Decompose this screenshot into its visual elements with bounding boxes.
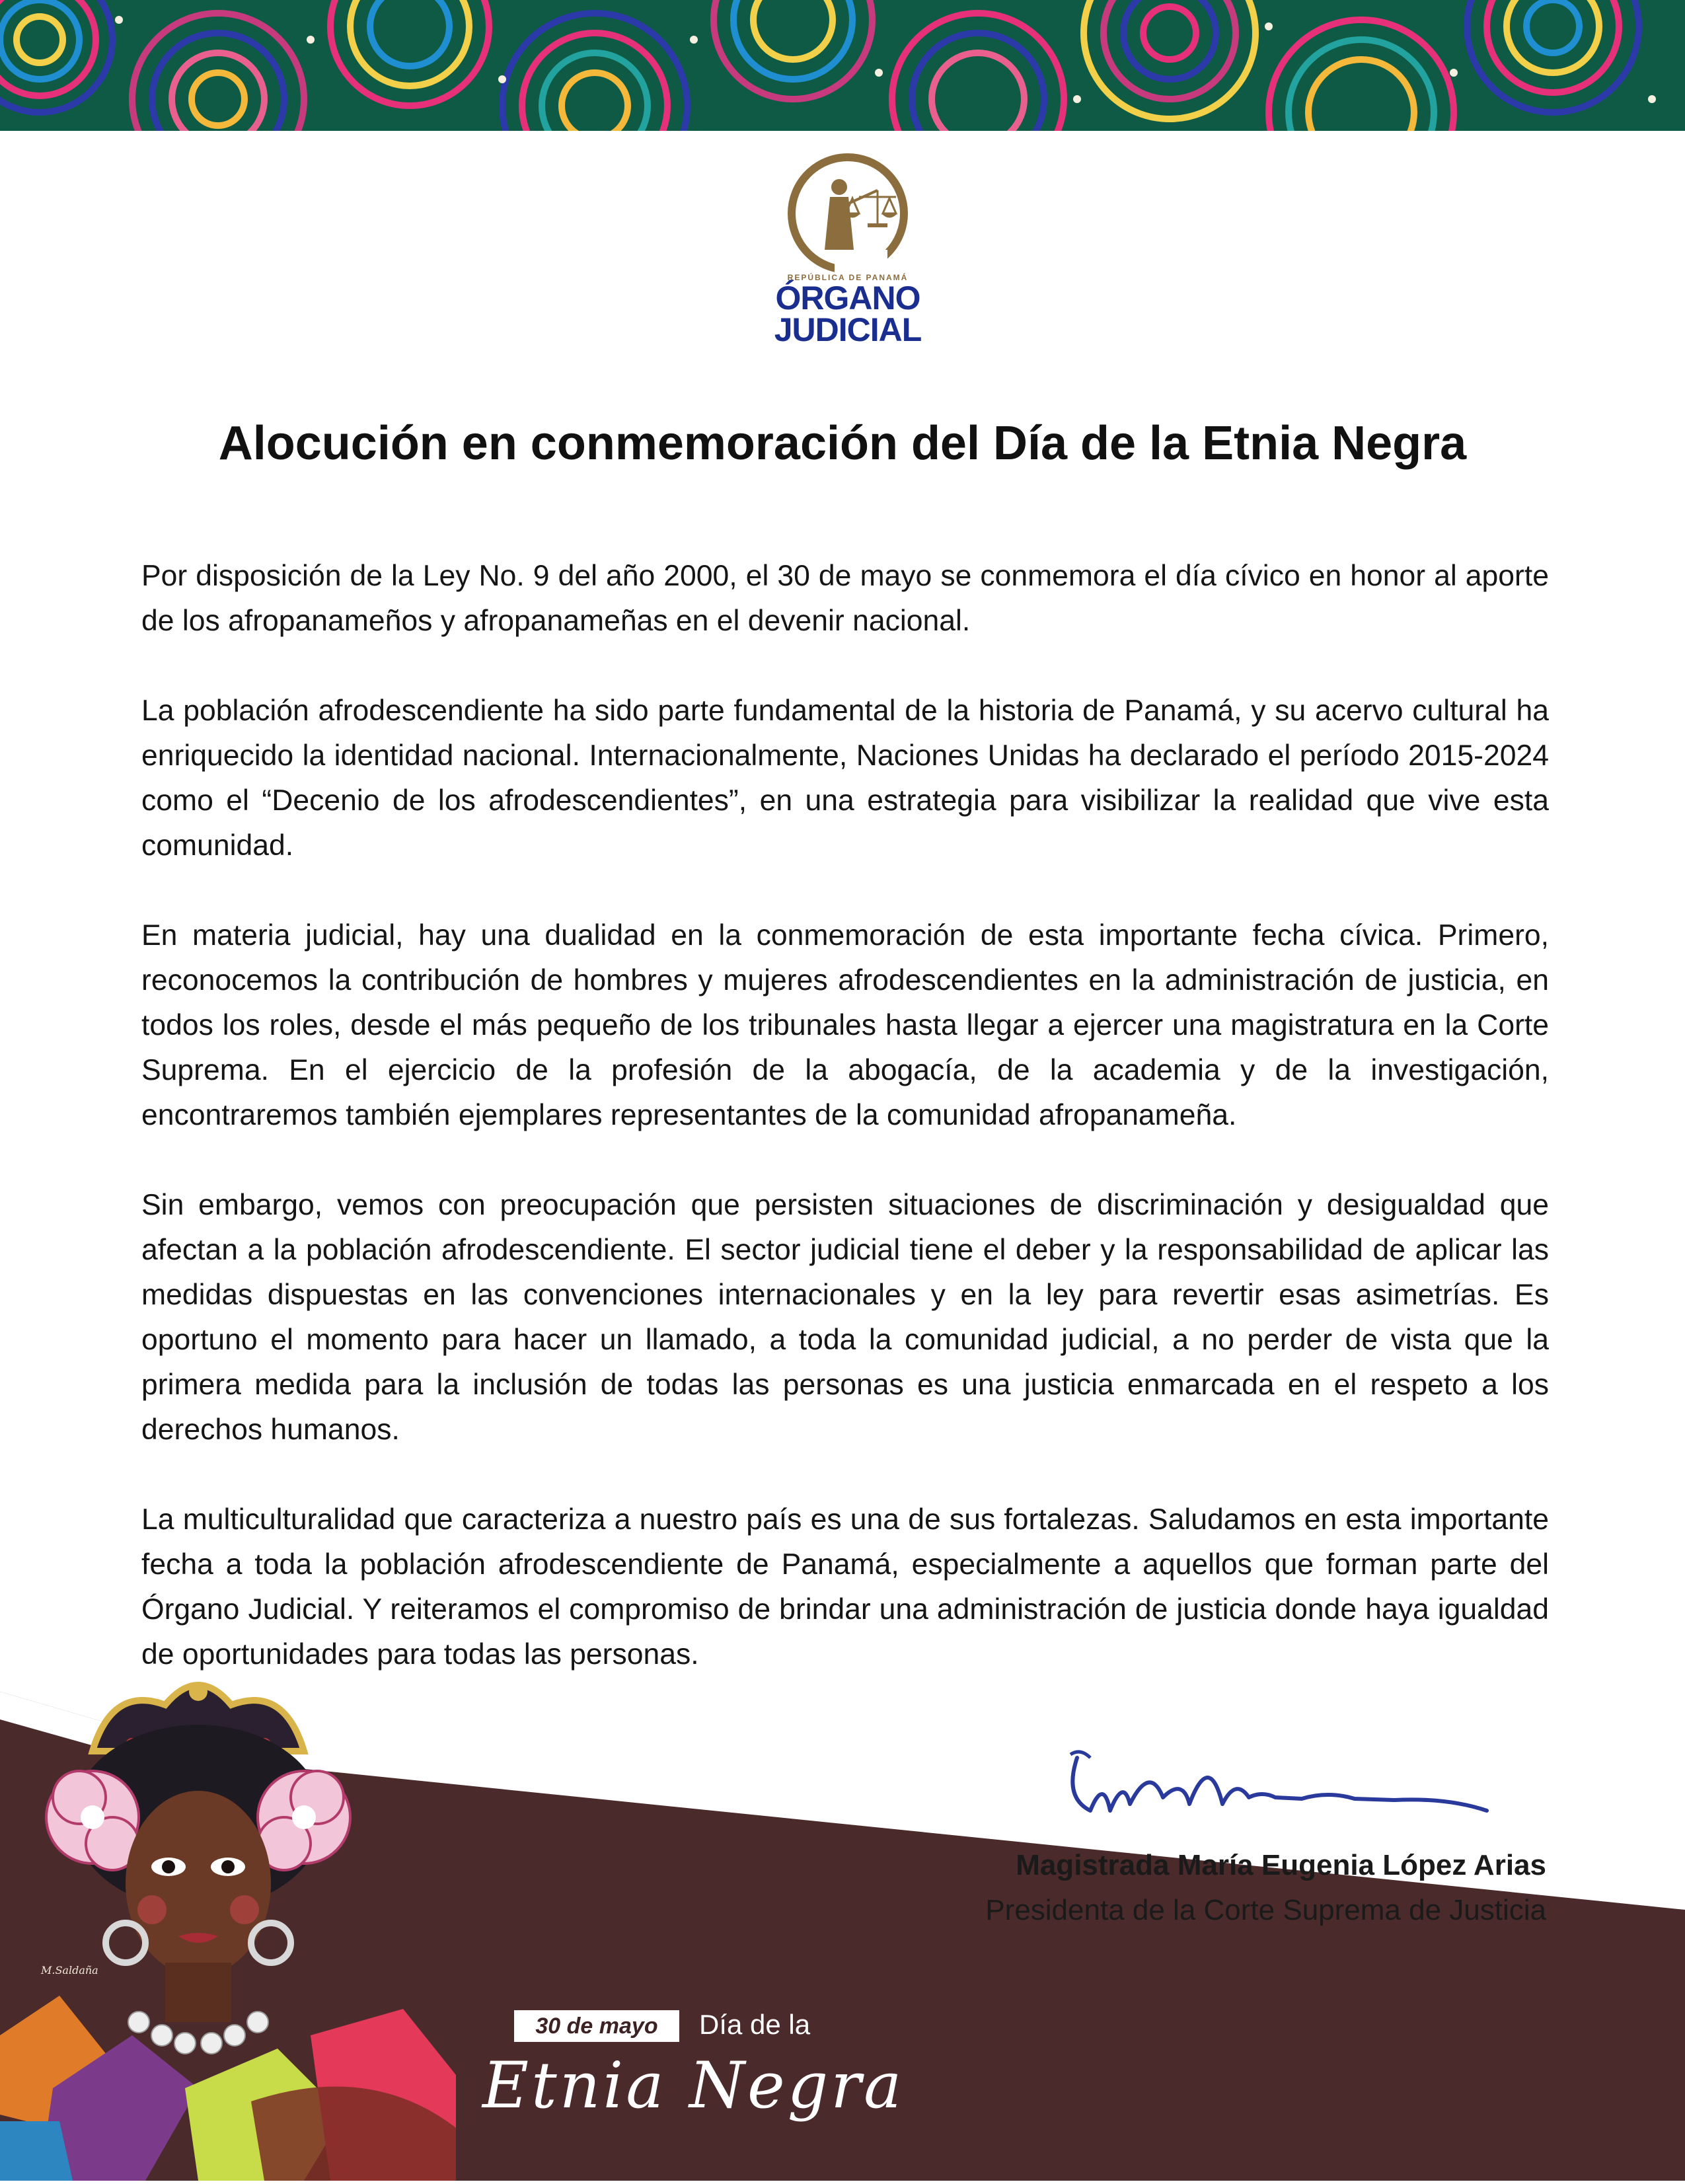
paragraph-5: La multiculturalidad que caracteriza a nuestro país es una de sus fortalezas. Saludamos en esta importante fecha a toda la población afrodescendiente de Panamá, especialmente a aquellos que forman parte del Órgano Judicial. Y reiteramos el compromiso de brindar una administración de justicia donde haya igualdad de oportunidades para todas las personas. — [141, 1503, 1549, 1671]
decorative-pattern-banner — [0, 0, 1685, 131]
paragraph-2: La población afrodescendiente ha sido parte fundamental de la historia de Panamá, y su acervo cultural ha enriquecido la identidad nacional. Internacionalmente, Naciones Unidas ha declarado el período 2015-2024 como el “Decenio de los afrodescendientes”, en una estrategia para visibilizar la realidad que vive esta comunidad. — [141, 695, 1549, 862]
lady-justice-scales-icon — [778, 151, 917, 273]
paragraph-1: Por disposición de la Ley No. 9 del año 2000, el 30 de mayo se conmemora el día cívico en honor al aporte de los afropanameños y afropanameñas en el devenir nacional. — [141, 560, 1549, 637]
signatory-name: Magistrada María Eugenia López Arias — [1016, 1849, 1546, 1881]
paragraph-3: En materia judicial, hay una dualidad en la conmemoración de esta importante fecha cívica. Primero, reconocemos la contribución de hombres y mujeres afrodescendientes en la administración de justicia, en todos los roles, desde el más pequeño de los tribunales hasta llegar a ejercer una magistratura en la Corte Suprema. En el ejercicio de la profesión de la abogacía, de la academia y de la investigación, encontraremos también ejemplares representantes de la comunidad afropanameña. — [141, 919, 1549, 1131]
signatory-role: Presidenta de la Corte Suprema de Justicia — [985, 1894, 1546, 1926]
letter-body — [141, 554, 1549, 1677]
event-title-line2: Etnia Negra — [482, 2049, 905, 2123]
document-title: Alocución en conmemoración del Día de la Etnia Negra — [218, 417, 1467, 470]
logo-name-line2: JUDICIAL — [774, 311, 922, 348]
handwritten-signature — [1051, 1738, 1513, 1850]
logo-country-line: REPÚBLICA DE PANAMÁ — [787, 273, 909, 282]
organo-judicial-logo — [768, 151, 927, 349]
event-date-badge: 30 de mayo — [514, 2010, 679, 2042]
event-title-line1: Día de la — [699, 2009, 811, 2040]
afro-panamanian-woman-illustration — [0, 1665, 456, 2181]
logo-name-line1: ÓRGANO — [775, 280, 920, 317]
artist-signature: M.Saldaña — [41, 1964, 98, 1977]
paragraph-4: Sin embargo, vemos con preocupación que persisten situaciones de discriminación y desigualdad que afectan a la población afrodescendiente. El sector judicial tiene el deber y la responsabilidad de aplicar las medidas dispuestas en las convenciones internacionales y en la ley para revertir esas asimetrías. Es oportuno el momento para hacer un llamado, a toda la comunidad judicial, a no perder de vista que la primera medida para la inclusión de todas las personas es una justicia enmarcada en el respeto a los derechos humanos. — [141, 1189, 1549, 1446]
